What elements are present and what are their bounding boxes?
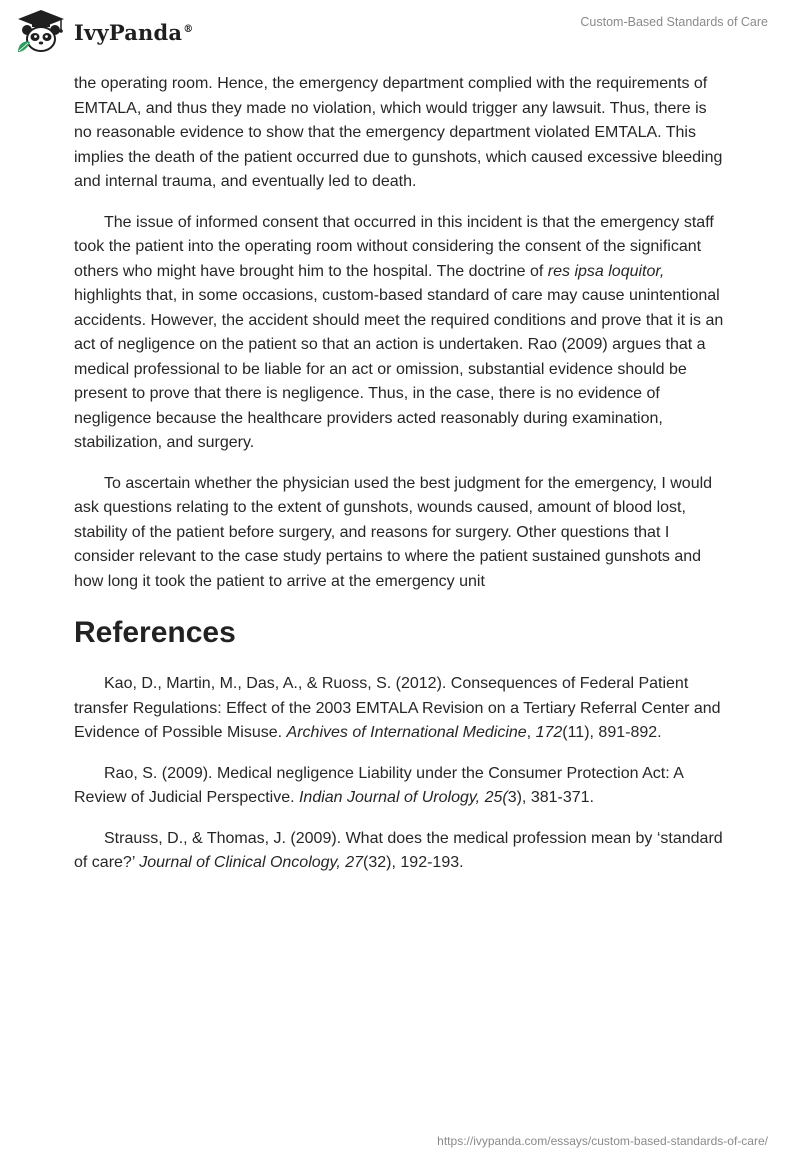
reference-item: Kao, D., Martin, M., Das, A., & Ruoss, S. (2012). Consequences of Federal Patient transfer Regulations: Effect of the 2003 EMTALA Revision on a Tertiary Referral Center and Evidence of Possible Misuse. Archives of International Medicine, 172(11), 891-892. <box>74 675 721 741</box>
latin-term: res ipsa loquitor, <box>547 262 665 280</box>
reference-item: Strauss, D., & Thomas, J. (2009). What does the medical profession mean by ‘standard of care?’ Journal of Clinical Oncology, 27(32), 192-193. <box>74 829 723 871</box>
brand-name: IvyPanda® <box>74 19 194 45</box>
references-heading: References <box>74 616 236 649</box>
essay-content <box>74 72 726 892</box>
document-title: Custom-Based Standards of Care <box>580 15 768 29</box>
panda-graduate-icon <box>14 8 68 54</box>
page-header <box>0 0 800 60</box>
ivypanda-logo[interactable] <box>14 8 193 54</box>
source-url[interactable]: https://ivypanda.com/essays/custom-based-standards-of-care/ <box>437 1134 768 1148</box>
body-paragraph-2: The issue of informed consent that occurred in this incident is that the emergency staff took the patient into the operating room without considering the consent of the significant others who might have brought him to the hospital. The doctrine of res ipsa loquitor, highlights that, in some occasions, custom-based standard of care may cause unintentional accidents. However, the accident should meet the required conditions and prove that it is an act of negligence on the patient so that an action is undertaken. Rao (2009) argues that a medical professional to be liable for an act or omission, substantial evidence should be present to prove that there is negligence. Thus, in the case, there is no evidence of negligence because the healthcare providers acted reasonably during examination, stabilization, and surgery. <box>74 213 724 451</box>
reference-item: Rao, S. (2009). Medical negligence Liability under the Consumer Protection Act: A Review of Judicial Perspective. Indian Journal of Urology, 25(3), 381-371. <box>74 764 683 806</box>
body-paragraph-1: the operating room. Hence, the emergency department complied with the requirements of EMTALA, and thus they made no violation, which would trigger any lawsuit. Thus, there is no reasonable evidence to show that the emergency department violated EMTALA. This implies the death of the patient occurred due to gunshots, which caused excessive bleeding and internal trauma, and eventually led to death. <box>74 75 723 190</box>
body-paragraph-3: To ascertain whether the physician used the best judgment for the emergency, I would ask questions relating to the extent of gunshots, wounds caused, amount of blood lost, stability of the patient before surgery, and reasons for surgery. Other questions that I consider relevant to the case study pertains to where the patient sustained gunshots and how long it took the patient to arrive at the emergency unit <box>74 474 713 590</box>
